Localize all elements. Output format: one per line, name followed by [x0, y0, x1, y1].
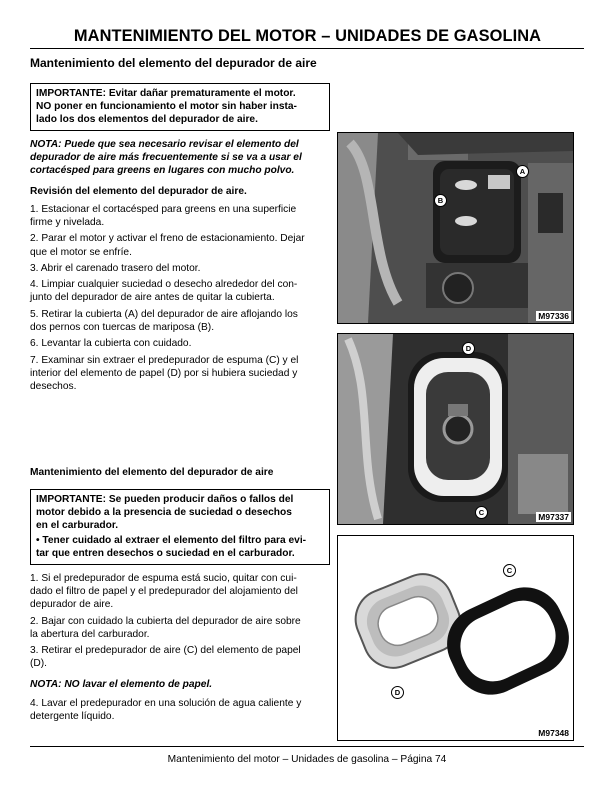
note-line: cortacésped para greens en lugares con mucho polvo.	[30, 165, 295, 177]
engine-cover-photo	[337, 132, 574, 324]
callout-label: C	[503, 564, 516, 577]
section-heading: Mantenimiento del elemento del depurador de aire	[30, 467, 274, 478]
list-item: 1. Estacionar el cortacésped para greens en una superficie firme y nivelada.	[30, 204, 297, 229]
important-line: IMPORTANTE: Evitar dañar prematuramente el motor.	[36, 88, 296, 99]
callout-label: D	[462, 342, 475, 355]
important-line: lado los dos elementos del depurador de aire.	[36, 114, 258, 125]
callout-label: B	[434, 194, 447, 207]
page-title: MANTENIMIENTO DEL MOTOR – UNIDADES DE GASOLINA	[73, 27, 542, 45]
important-line: en el carburador.	[36, 520, 119, 531]
steps-list	[30, 203, 332, 396]
important-line: • Tener cuidado al extraer el elemento del filtro para evi-	[36, 535, 307, 546]
list-item: 3. Retirar el predepurador de aire (C) del elemento de papel (D).	[30, 645, 301, 670]
footer-rule	[30, 746, 584, 747]
important-line: tar que entren desechos o suciedad en el carburador.	[36, 548, 295, 559]
figure-label: M97348	[538, 728, 569, 738]
title-rule	[30, 48, 584, 49]
steps-list	[30, 697, 332, 726]
figure-label: M97337	[538, 512, 569, 522]
list-item: 6. Levantar la cubierta con cuidado.	[30, 338, 192, 350]
important-line: NO poner en funcionamiento el motor sin haber insta-	[36, 101, 297, 112]
note-line: NOTA: Puede que sea necesario revisar el elemento del	[30, 139, 299, 150]
note-line: NOTA: NO lavar el elemento de papel.	[30, 679, 213, 690]
important-line: IMPORTANTE: Se pueden producir daños o fallos del	[36, 494, 294, 505]
steps-list	[30, 572, 332, 674]
list-item: 7. Examinar sin extraer el predepurador de espuma (C) y el interior del elemento de papel (D) por si hubiera suciedad y desechos.	[30, 354, 299, 392]
list-item: 2. Bajar con cuidado la cubierta del depurador de aire sobre la abertura del carburador.	[30, 615, 301, 640]
important-box	[30, 489, 330, 565]
filter-elements-photo	[337, 535, 574, 741]
page-footer: Mantenimiento del motor – Unidades de gasolina – Página 74	[167, 754, 447, 765]
list-item: 5. Retirar la cubierta (A) del depurador de aire aflojando los dos pernos con tuercas de mariposa (B).	[30, 308, 298, 333]
list-item: 3. Abrir el carenado trasero del motor.	[30, 262, 201, 274]
section-heading: Mantenimiento del elemento del depurador de aire	[30, 56, 317, 70]
air-cleaner-illustration	[338, 334, 573, 524]
engine-cover-illustration	[338, 133, 573, 323]
important-line: motor debido a la presencia de suciedad o desechos	[36, 507, 292, 518]
note-block	[30, 138, 330, 178]
note-line: depurador de aire más frecuentemente si se va a usar el	[30, 152, 302, 164]
list-item: 2. Parar el motor y activar el freno de estacionamiento. Dejar que el motor se enfríe.	[30, 233, 305, 258]
figure-label: M97336	[538, 311, 569, 321]
callout-label: D	[391, 686, 404, 699]
important-box	[30, 83, 330, 131]
subheading: Revisión del elemento del depurador de aire.	[30, 186, 247, 197]
list-item: 1. Si el predepurador de espuma está sucio, quitar con cui- dado el filtro de papel y el predepurador del alojamiento del depurador de aire.	[30, 573, 298, 611]
callout-label: A	[516, 165, 529, 178]
list-item: 4. Lavar el predepurador en una solución de agua caliente y detergente líquido.	[30, 698, 302, 723]
callout-label: C	[475, 506, 488, 519]
filter-elements-illustration	[338, 536, 573, 740]
air-cleaner-photo	[337, 333, 574, 525]
list-item: 4. Limpiar cualquier suciedad o desecho alrededor del con- junto del depurador de aire antes de quitar la cubierta.	[30, 279, 298, 304]
